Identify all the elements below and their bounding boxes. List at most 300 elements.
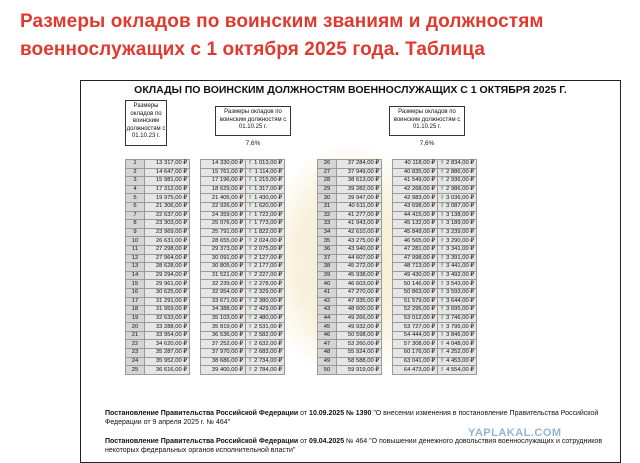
rank-number: 44: [318, 314, 337, 323]
old-salary: 34 620,00 ₽: [145, 340, 190, 349]
column-gap: [190, 331, 201, 340]
old-salary: 59 919,00 ₽: [337, 366, 382, 375]
arrow-up-icon: ⇑: [248, 280, 253, 287]
old-salary: 50 598,00 ₽: [337, 331, 382, 340]
new-salary: 34 388,00 ₽: [201, 306, 246, 315]
old-salary: 17 312,00 ₽: [145, 185, 190, 194]
arrow-up-icon: ⇑: [440, 272, 445, 279]
table-row: [318, 220, 477, 229]
salary-increase: ⇑ 4 554,00 ₽: [438, 366, 477, 375]
new-salary: 41 549,00 ₽: [393, 177, 438, 186]
arrow-up-icon: ⇑: [440, 297, 445, 304]
new-salary: 36 536,00 ₽: [201, 331, 246, 340]
salary-increase: ⇑ 1 773,00 ₽: [246, 220, 285, 229]
table-row: [126, 280, 285, 289]
salary-increase: ⇑ 4 048,00 ₽: [438, 340, 477, 349]
column-gap: [382, 271, 393, 280]
arrow-up-icon: ⇑: [440, 177, 445, 184]
salary-increase: ⇑ 3 189,00 ₽: [438, 220, 477, 229]
arrow-up-icon: ⇑: [440, 349, 445, 356]
table-row: [318, 340, 477, 349]
new-salary: 30 805,00 ₽: [201, 263, 246, 272]
new-salary: 18 629,00 ₽: [201, 185, 246, 194]
arrow-up-icon: ⇑: [440, 160, 445, 167]
arrow-up-icon: ⇑: [440, 323, 445, 330]
arrow-up-icon: ⇑: [248, 220, 253, 227]
document-heading: ОКЛАДЫ ПО ВОИНСКИМ ДОЛЖНОСТЯМ ВОЕННОСЛУЖАЩИХ С 1 ОКТЯБРЯ 2025 Г.: [134, 84, 567, 96]
old-salary: 22 637,00 ₽: [145, 211, 190, 220]
salary-increase: ⇑ 3 036,00 ₽: [438, 194, 477, 203]
column-gap: [382, 263, 393, 272]
rank-number: 17: [126, 297, 145, 306]
new-salary: 64 473,00 ₽: [393, 366, 438, 375]
arrow-up-icon: ⇑: [440, 237, 445, 244]
column-gap: [190, 220, 201, 229]
new-salary: 14 330,00 ₽: [201, 160, 246, 169]
old-salary: 40 611,00 ₽: [337, 202, 382, 211]
table-row: [318, 168, 477, 177]
rank-number: 46: [318, 331, 337, 340]
old-salary: 13 317,00 ₽: [145, 160, 190, 169]
column-gap: [190, 228, 201, 237]
column-gap: [190, 202, 201, 211]
rank-number: 19: [126, 314, 145, 323]
column-gap: [190, 297, 201, 306]
salary-increase: ⇑ 3 492,00 ₽: [438, 271, 477, 280]
arrow-up-icon: ⇑: [248, 272, 253, 279]
column-gap: [382, 160, 393, 169]
column-gap: [382, 168, 393, 177]
old-salary: 53 260,00 ₽: [337, 340, 382, 349]
arrow-up-icon: ⇑: [248, 246, 253, 253]
old-salary: 49 932,00 ₽: [337, 323, 382, 332]
table-row: [318, 160, 477, 169]
old-salary: 43 275,00 ₽: [337, 237, 382, 246]
rank-number: 49: [318, 357, 337, 366]
arrow-up-icon: ⇑: [248, 203, 253, 210]
arrow-up-icon: ⇑: [440, 254, 445, 261]
salary-increase: ⇑ 3 846,00 ₽: [438, 331, 477, 340]
column-gap: [190, 280, 201, 289]
arrow-up-icon: ⇑: [248, 314, 253, 321]
salary-increase: ⇑ 3 695,00 ₽: [438, 306, 477, 315]
old-salary: 45 272,00 ₽: [337, 263, 382, 272]
new-salary: 25 791,00 ₽: [201, 228, 246, 237]
column-gap: [190, 194, 201, 203]
salary-increase: ⇑ 1 822,00 ₽: [246, 228, 285, 237]
rank-number: 48: [318, 349, 337, 358]
new-salary: 17 196,00 ₽: [201, 177, 246, 186]
arrow-up-icon: ⇑: [248, 237, 253, 244]
column-gap: [382, 323, 393, 332]
column-gap: [382, 185, 393, 194]
arrow-up-icon: ⇑: [248, 357, 253, 364]
salary-increase: ⇑ 2 784,00 ₽: [246, 366, 285, 375]
new-salary: 42 983,00 ₽: [393, 194, 438, 203]
old-salary: 37 284,00 ₽: [337, 160, 382, 169]
column-gap: [382, 237, 393, 246]
new-salary: 49 430,00 ₽: [393, 271, 438, 280]
rank-number: 18: [126, 306, 145, 315]
column-gap: [382, 340, 393, 349]
table-row: [126, 254, 285, 263]
column-gap: [382, 288, 393, 297]
rank-number: 38: [318, 263, 337, 272]
old-salary: 23 969,00 ₽: [145, 228, 190, 237]
table-row: [318, 245, 477, 254]
note-decree-1390: Постановление Правительства Российской Федерации от 10.09.2025 № 1390 "О внесении изменения в постановление Правительства Российской Федерации от 9 апреля 2025 г. № 464": [105, 410, 599, 426]
salary-increase: ⇑ 1 114,00 ₽: [246, 168, 285, 177]
table-row: [318, 211, 477, 220]
arrow-up-icon: ⇑: [440, 186, 445, 193]
rank-number: 50: [318, 366, 337, 375]
arrow-up-icon: ⇑: [248, 177, 253, 184]
salary-increase: ⇑ 2 480,00 ₽: [246, 314, 285, 323]
arrow-up-icon: ⇑: [248, 186, 253, 193]
old-salary: 44 607,00 ₽: [337, 254, 382, 263]
table-row: [318, 314, 477, 323]
column-gap: [382, 245, 393, 254]
new-salary: 53 012,00 ₽: [393, 314, 438, 323]
old-salary: 23 303,00 ₽: [145, 220, 190, 229]
old-salary: 39 282,00 ₽: [337, 185, 382, 194]
salary-increase: ⇑ 2 936,00 ₽: [438, 177, 477, 186]
salary-increase: ⇑ 2 278,00 ₽: [246, 280, 285, 289]
old-salary: 55 924,00 ₽: [337, 349, 382, 358]
rank-number: 24: [126, 357, 145, 366]
arrow-up-icon: ⇑: [440, 263, 445, 270]
site-watermark: YAPLAKAL.COM: [468, 427, 562, 439]
page-title: Размеры окладов по воинским званиям и должностям военнослужащих с 1 октября 2025 года. Таблица: [20, 11, 544, 60]
old-salary: 26 631,00 ₽: [145, 237, 190, 246]
table-row: [318, 297, 477, 306]
salary-increase: ⇑ 2 329,00 ₽: [246, 288, 285, 297]
column-gap: [382, 202, 393, 211]
arrow-up-icon: ⇑: [440, 194, 445, 201]
rank-number: 47: [318, 340, 337, 349]
rank-number: 32: [318, 211, 337, 220]
rank-number: 34: [318, 228, 337, 237]
column-gap: [190, 306, 201, 315]
old-salary: 45 938,00 ₽: [337, 271, 382, 280]
rank-number: 36: [318, 245, 337, 254]
old-salary: 37 949,00 ₽: [337, 168, 382, 177]
table-row: [318, 263, 477, 272]
table-row: [126, 194, 285, 203]
old-salary: 14 647,00 ₽: [145, 168, 190, 177]
column-gap: [190, 314, 201, 323]
old-salary: 38 613,00 ₽: [337, 177, 382, 186]
arrow-up-icon: ⇑: [248, 229, 253, 236]
salary-increase: ⇑ 2 986,00 ₽: [438, 185, 477, 194]
salary-increase: ⇑ 3 593,00 ₽: [438, 288, 477, 297]
arrow-up-icon: ⇑: [248, 211, 253, 218]
column-gap: [190, 349, 201, 358]
column-gap: [190, 323, 201, 332]
rank-number: 7: [126, 211, 145, 220]
arrow-up-icon: ⇑: [440, 220, 445, 227]
column-gap: [190, 340, 201, 349]
table-row: [318, 177, 477, 186]
arrow-up-icon: ⇑: [440, 366, 445, 373]
old-salary: 46 603,00 ₽: [337, 280, 382, 289]
old-salary: 33 288,00 ₽: [145, 323, 190, 332]
arrow-up-icon: ⇑: [248, 160, 253, 167]
new-salary: 28 655,00 ₽: [201, 237, 246, 246]
old-salary: 33 954,00 ₽: [145, 331, 190, 340]
new-salary: 37 970,00 ₽: [201, 349, 246, 358]
new-salary: 22 926,00 ₽: [201, 202, 246, 211]
old-salary: 49 266,00 ₽: [337, 314, 382, 323]
table-row: [126, 349, 285, 358]
old-salary: 35 952,00 ₽: [145, 357, 190, 366]
rank-number: 21: [126, 331, 145, 340]
new-salary: 60 176,00 ₽: [393, 349, 438, 358]
rank-number: 14: [126, 271, 145, 280]
old-salary: 27 298,00 ₽: [145, 245, 190, 254]
salary-increase: ⇑ 2 734,00 ₽: [246, 357, 285, 366]
new-salary: 35 103,00 ₽: [201, 314, 246, 323]
new-salary: 54 444,00 ₽: [393, 331, 438, 340]
arrow-up-icon: ⇑: [440, 306, 445, 313]
rank-number: 41: [318, 288, 337, 297]
arrow-up-icon: ⇑: [248, 263, 253, 270]
salary-increase: ⇑ 3 441,00 ₽: [438, 263, 477, 272]
column-gap: [190, 288, 201, 297]
new-salary: 48 713,00 ₽: [393, 263, 438, 272]
salary-increase: ⇑ 3 391,00 ₽: [438, 254, 477, 263]
rank-number: 30: [318, 194, 337, 203]
old-salary: 42 610,00 ₽: [337, 228, 382, 237]
new-salary: 51 579,00 ₽: [393, 297, 438, 306]
note-decree-464: Постановление Правительства Российской Федерации от 09.04.2025 № 464 "О повышении денежного довольствия военнослужащих и сотрудников некоторых федеральных органов исполнительной власти": [105, 438, 603, 454]
table-row: [318, 357, 477, 366]
table-row: [318, 254, 477, 263]
table-row: [126, 202, 285, 211]
column-gap: [382, 228, 393, 237]
new-salary: 33 671,00 ₽: [201, 297, 246, 306]
rank-number: 3: [126, 177, 145, 186]
old-salary: 15 981,00 ₽: [145, 177, 190, 186]
salary-increase: ⇑ 2 683,00 ₽: [246, 349, 285, 358]
column-gap: [190, 185, 201, 194]
table-row: [126, 211, 285, 220]
salary-increase: ⇑ 3 746,00 ₽: [438, 314, 477, 323]
new-salary: 30 091,00 ₽: [201, 254, 246, 263]
table-row: [318, 194, 477, 203]
column-gap: [190, 271, 201, 280]
new-salary: 57 308,00 ₽: [393, 340, 438, 349]
column-gap: [190, 160, 201, 169]
salary-increase: ⇑ 2 582,00 ₽: [246, 331, 285, 340]
column-gap: [382, 306, 393, 315]
salary-increase: ⇑ 1 317,00 ₽: [246, 185, 285, 194]
arrow-up-icon: ⇑: [248, 194, 253, 201]
new-salary: 32 239,00 ₽: [201, 280, 246, 289]
rank-number: 16: [126, 288, 145, 297]
old-salary: 32 633,00 ₽: [145, 314, 190, 323]
percent-right: 7,6%: [419, 140, 435, 147]
rank-number: 13: [126, 263, 145, 272]
old-salary: 41 943,00 ₽: [337, 220, 382, 229]
table-row: [126, 323, 285, 332]
new-salary: 50 863,00 ₽: [393, 288, 438, 297]
salary-increase: ⇑ 3 290,00 ₽: [438, 237, 477, 246]
table-row: [126, 220, 285, 229]
new-salary: 21 405,00 ₽: [201, 194, 246, 203]
old-salary: 41 277,00 ₽: [337, 211, 382, 220]
arrow-up-icon: ⇑: [440, 340, 445, 347]
salary-table-right: [317, 159, 477, 375]
rank-number: 9: [126, 228, 145, 237]
rank-number: 35: [318, 237, 337, 246]
new-salary: 37 252,00 ₽: [201, 340, 246, 349]
rank-number: 12: [126, 254, 145, 263]
salary-increase: ⇑ 3 644,00 ₽: [438, 297, 477, 306]
salary-increase: ⇑ 2 024,00 ₽: [246, 237, 285, 246]
column-gap: [382, 314, 393, 323]
rank-number: 10: [126, 237, 145, 246]
column-gap: [190, 263, 201, 272]
table-row: [126, 237, 285, 246]
salary-increase: ⇑ 4 453,00 ₽: [438, 357, 477, 366]
old-salary: 35 287,00 ₽: [145, 349, 190, 358]
column-gap: [382, 254, 393, 263]
new-salary: 35 819,00 ₽: [201, 323, 246, 332]
column-gap: [190, 254, 201, 263]
old-salary: 43 940,00 ₽: [337, 245, 382, 254]
table-row: [318, 271, 477, 280]
column-gap: [190, 237, 201, 246]
new-salary: 25 076,00 ₽: [201, 220, 246, 229]
arrow-up-icon: ⇑: [440, 246, 445, 253]
table-row: [126, 168, 285, 177]
rank-number: 43: [318, 306, 337, 315]
header-new-salary-left: Размеры окладов по воинским должностям с 01.10.25 г.: [215, 106, 291, 136]
table-row: [126, 245, 285, 254]
rank-number: 22: [126, 340, 145, 349]
arrow-up-icon: ⇑: [440, 229, 445, 236]
column-gap: [382, 220, 393, 229]
rank-number: 20: [126, 323, 145, 332]
new-salary: 43 698,00 ₽: [393, 202, 438, 211]
arrow-up-icon: ⇑: [248, 168, 253, 175]
new-salary: 32 954,00 ₽: [201, 288, 246, 297]
new-salary: 24 359,00 ₽: [201, 211, 246, 220]
arrow-up-icon: ⇑: [248, 306, 253, 313]
table-row: [126, 340, 285, 349]
salary-increase: ⇑ 2 886,00 ₽: [438, 168, 477, 177]
table-row: [318, 202, 477, 211]
table-row: [126, 357, 285, 366]
table-row: [318, 185, 477, 194]
old-salary: 27 964,00 ₽: [145, 254, 190, 263]
salary-increase: ⇑ 2 380,00 ₽: [246, 297, 285, 306]
table-row: [318, 237, 477, 246]
table-row: [126, 314, 285, 323]
old-salary: 31 291,00 ₽: [145, 297, 190, 306]
old-salary: 29 961,00 ₽: [145, 280, 190, 289]
rank-number: 45: [318, 323, 337, 332]
table-row: [126, 185, 285, 194]
arrow-up-icon: ⇑: [248, 323, 253, 330]
salary-increase: ⇑ 1 215,00 ₽: [246, 177, 285, 186]
arrow-up-icon: ⇑: [440, 168, 445, 175]
column-gap: [382, 366, 393, 375]
new-salary: 38 686,00 ₽: [201, 357, 246, 366]
old-salary: 58 588,00 ₽: [337, 357, 382, 366]
column-gap: [382, 331, 393, 340]
column-gap: [190, 168, 201, 177]
table-row: [318, 331, 477, 340]
table-row: [126, 306, 285, 315]
table-row: [318, 349, 477, 358]
salary-increase: ⇑ 3 239,00 ₽: [438, 228, 477, 237]
arrow-up-icon: ⇑: [440, 289, 445, 296]
rank-number: 4: [126, 185, 145, 194]
arrow-up-icon: ⇑: [440, 314, 445, 321]
arrow-up-icon: ⇑: [248, 254, 253, 261]
table-row: [126, 288, 285, 297]
new-salary: 53 727,00 ₽: [393, 323, 438, 332]
salary-increase: ⇑ 1 722,00 ₽: [246, 211, 285, 220]
arrow-up-icon: ⇑: [248, 349, 253, 356]
new-salary: 40 118,00 ₽: [393, 160, 438, 169]
salary-increase: ⇑ 2 127,00 ₽: [246, 254, 285, 263]
arrow-up-icon: ⇑: [440, 357, 445, 364]
table-row: [318, 323, 477, 332]
old-salary: 31 959,00 ₽: [145, 306, 190, 315]
rank-number: 40: [318, 280, 337, 289]
salary-table-document: [80, 80, 621, 463]
salary-increase: ⇑ 3 138,00 ₽: [438, 211, 477, 220]
rank-number: 25: [126, 366, 145, 375]
column-gap: [190, 366, 201, 375]
arrow-up-icon: ⇑: [248, 289, 253, 296]
column-gap: [190, 211, 201, 220]
arrow-up-icon: ⇑: [440, 332, 445, 339]
salary-increase: ⇑ 3 341,00 ₽: [438, 245, 477, 254]
salary-table-left: [125, 159, 285, 375]
column-gap: [382, 211, 393, 220]
new-salary: 44 415,00 ₽: [393, 211, 438, 220]
salary-increase: ⇑ 2 834,00 ₽: [438, 160, 477, 169]
new-salary: 42 268,00 ₽: [393, 185, 438, 194]
percent-left: 7,6%: [245, 140, 261, 147]
new-salary: 15 761,00 ₽: [201, 168, 246, 177]
header-new-salary-right: Размеры окладов по воинским должностям с 01.10.25 г.: [389, 106, 465, 136]
rank-number: 5: [126, 194, 145, 203]
salary-increase: ⇑ 3 543,00 ₽: [438, 280, 477, 289]
column-gap: [190, 245, 201, 254]
column-gap: [382, 357, 393, 366]
rank-number: 28: [318, 177, 337, 186]
table-row: [318, 228, 477, 237]
new-salary: 29 373,00 ₽: [201, 245, 246, 254]
table-row: [126, 331, 285, 340]
old-salary: 47 935,00 ₽: [337, 297, 382, 306]
salary-increase: ⇑ 2 531,00 ₽: [246, 323, 285, 332]
old-salary: 19 975,00 ₽: [145, 194, 190, 203]
old-salary: 39 947,00 ₽: [337, 194, 382, 203]
column-gap: [382, 194, 393, 203]
column-gap: [190, 177, 201, 186]
table-row: [318, 306, 477, 315]
salary-increase: ⇑ 3 795,00 ₽: [438, 323, 477, 332]
old-salary: 36 616,00 ₽: [145, 366, 190, 375]
column-gap: [382, 297, 393, 306]
rank-number: 11: [126, 245, 145, 254]
